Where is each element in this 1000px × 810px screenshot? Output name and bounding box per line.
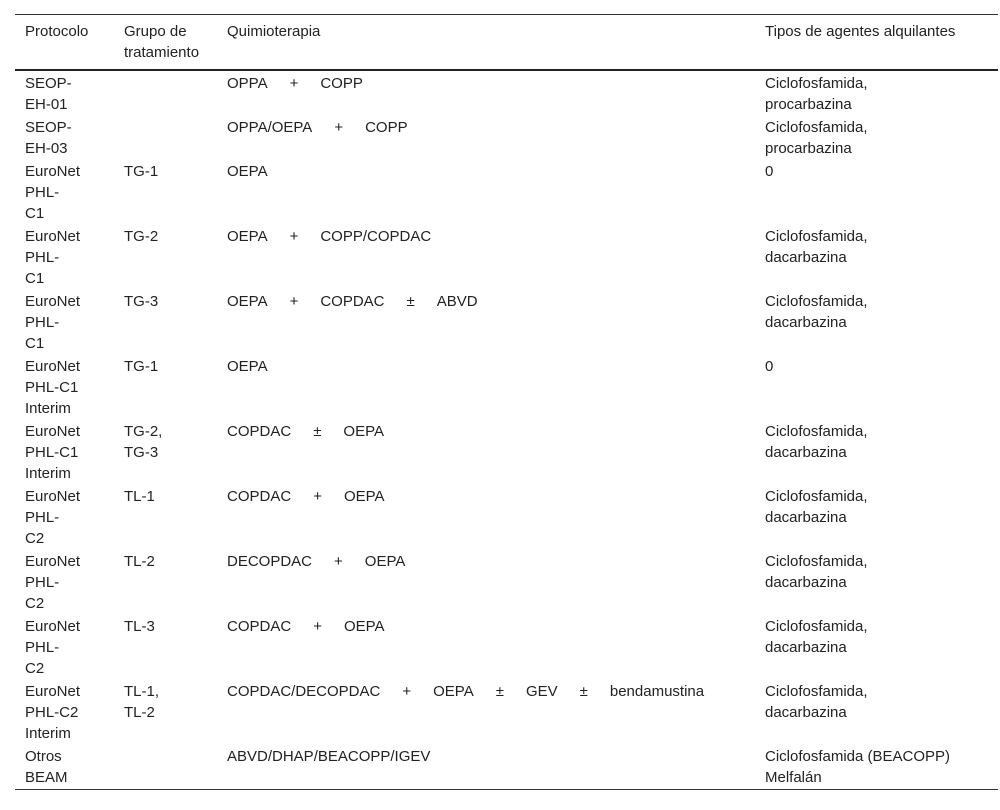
protocol-cell-line: PHL-C1 [25, 444, 79, 461]
chemo-regimen: OEPA [227, 358, 268, 375]
chemo-operator: + [289, 228, 299, 245]
table-row [15, 355, 998, 420]
group-cell [114, 160, 217, 225]
protocol-cell [15, 745, 114, 790]
table-row [15, 745, 998, 790]
protocol-cell-line: EuroNet [25, 228, 81, 245]
alkylating-agents-cell-line: Ciclofosfamida, [765, 119, 868, 136]
chemo-regimen: OEPA [343, 488, 385, 505]
protocol-cell [15, 355, 114, 420]
protocol-cell-line: SEOP- [25, 119, 72, 136]
table-row [15, 485, 998, 550]
group-cell [114, 116, 217, 160]
alkylating-agents-cell-line: Ciclofosfamida, [765, 293, 868, 310]
alkylating-agents-cell-line: Ciclofosfamida, [765, 423, 868, 440]
alkylating-agents-cell [755, 70, 998, 116]
chemotherapy-cell [217, 116, 755, 160]
protocol-cell-line: EH-03 [25, 140, 68, 157]
protocol-cell-line: EuroNet [25, 488, 81, 505]
chemo-operator: + [313, 618, 322, 635]
table-row [15, 550, 998, 615]
group-cell-line: TG-2, [124, 423, 163, 440]
header-alkylating-agents: Tipos de agentes alquilantes [765, 23, 956, 40]
alkylating-agents-cell-line: Ciclofosfamida, [765, 228, 868, 245]
protocol-cell [15, 70, 114, 116]
table-row [15, 225, 998, 290]
alkylating-agents-cell-line: dacarbazina [765, 574, 847, 591]
chemo-operator: + [289, 293, 299, 310]
chemo-operator: + [402, 683, 412, 700]
protocol-cell-line: EuroNet [25, 683, 81, 700]
chemotherapy-cell [217, 355, 755, 420]
protocol-cell-line: Interim [25, 465, 71, 482]
protocol-cell [15, 225, 114, 290]
alkylating-agents-cell-line: dacarbazina [765, 249, 847, 266]
header-protocol: Protocolo [25, 23, 89, 40]
alkylating-agents-cell [755, 116, 998, 160]
chemotherapy-cell [217, 290, 755, 355]
protocol-cell [15, 680, 114, 745]
chemo-regimen: OEPA [433, 683, 474, 700]
alkylating-agents-cell-line: Ciclofosfamida, [765, 683, 868, 700]
alkylating-agents-cell-line: Ciclofosfamida, [765, 618, 868, 635]
chemotherapy-protocols-table [15, 14, 998, 790]
chemo-regimen: ABVD [436, 293, 478, 310]
protocol-cell-line: PHL- [25, 184, 60, 201]
group-cell-line: TL-1 [124, 488, 155, 505]
protocol-cell-line: Interim [25, 400, 71, 417]
chemo-regimen: COPP [365, 119, 408, 136]
table-header [15, 15, 998, 71]
protocol-cell-line: EuroNet [25, 293, 81, 310]
table-row [15, 160, 998, 225]
group-cell [114, 550, 217, 615]
chemo-operator: + [313, 488, 322, 505]
protocol-cell-line: EuroNet [25, 358, 81, 375]
table-body [15, 70, 998, 790]
protocol-cell [15, 160, 114, 225]
chemo-regimen: OPPA/OEPA [227, 119, 313, 136]
alkylating-agents-cell-line: procarbazina [765, 140, 852, 157]
alkylating-agents-cell-line: 0 [765, 163, 774, 180]
group-cell-line: TL-1, [124, 683, 160, 700]
chemo-regimen: COPDAC [320, 293, 385, 310]
chemo-regimen: DECOPDAC [227, 553, 313, 570]
alkylating-agents-cell-line: Ciclofosfamida, [765, 488, 868, 505]
group-cell-line: TL-3 [124, 618, 155, 635]
group-cell [114, 70, 217, 116]
alkylating-agents-cell [755, 225, 998, 290]
chemo-regimen: COPDAC [227, 423, 292, 440]
chemo-regimen: OEPA [364, 553, 406, 570]
protocol-cell [15, 116, 114, 160]
protocol-cell-line: PHL- [25, 249, 60, 266]
chemotherapy-cell [217, 160, 755, 225]
protocol-cell [15, 420, 114, 485]
chemo-regimen: GEV [525, 683, 558, 700]
group-cell [114, 615, 217, 680]
alkylating-agents-cell-line: 0 [765, 358, 774, 375]
chemo-regimen: COPDAC [227, 618, 292, 635]
protocol-cell-line: PHL- [25, 509, 60, 526]
chemo-operator: ± [495, 683, 504, 700]
chemotherapy-cell [217, 680, 755, 745]
alkylating-agents-cell-line: Ciclofosfamida, [765, 75, 868, 92]
alkylating-agents-cell [755, 420, 998, 485]
chemo-regimen: COPP [320, 75, 363, 92]
header-chemotherapy: Quimioterapia [227, 23, 321, 40]
protocol-cell-line: SEOP- [25, 75, 72, 92]
protocol-cell [15, 290, 114, 355]
alkylating-agents-cell [755, 290, 998, 355]
group-cell [114, 225, 217, 290]
chemo-operator: ± [406, 293, 415, 310]
table-container [15, 14, 998, 790]
alkylating-agents-cell-line: dacarbazina [765, 704, 847, 721]
protocol-cell-line: C2 [25, 530, 45, 547]
protocol-cell-line: EuroNet [25, 618, 81, 635]
alkylating-agents-cell [755, 680, 998, 745]
chemo-regimen: OEPA [343, 423, 384, 440]
chemo-operator: + [289, 75, 299, 92]
group-cell-line: TG-3 [124, 293, 159, 310]
chemotherapy-cell [217, 225, 755, 290]
chemotherapy-cell [217, 485, 755, 550]
chemo-regimen: OEPA [227, 163, 268, 180]
chemo-regimen: COPP/COPDAC [320, 228, 432, 245]
group-cell-line: TG-1 [124, 163, 159, 180]
alkylating-agents-cell [755, 355, 998, 420]
group-cell [114, 745, 217, 790]
table-row [15, 290, 998, 355]
chemo-regimen: OEPA [227, 293, 268, 310]
group-cell [114, 680, 217, 745]
alkylating-agents-cell [755, 550, 998, 615]
group-cell-line: TL-2 [124, 553, 155, 570]
chemotherapy-cell [217, 550, 755, 615]
chemo-regimen: COPDAC/DECOPDAC [227, 683, 381, 700]
protocol-cell-line: PHL-C1 [25, 379, 79, 396]
group-cell-line: TL-2 [124, 704, 155, 721]
protocol-cell-line: EuroNet [25, 163, 81, 180]
table-row [15, 680, 998, 745]
chemotherapy-cell [217, 615, 755, 680]
chemo-regimen: COPDAC [227, 488, 292, 505]
chemo-operator: + [334, 553, 343, 570]
protocol-cell-line: C2 [25, 660, 45, 677]
alkylating-agents-cell-line: procarbazina [765, 96, 852, 113]
alkylating-agents-cell [755, 615, 998, 680]
header-row [15, 15, 998, 71]
protocol-cell-line: PHL- [25, 639, 60, 656]
group-cell [114, 485, 217, 550]
chemo-operator: + [334, 119, 344, 136]
chemotherapy-cell [217, 420, 755, 485]
protocol-cell-line: BEAM [25, 769, 68, 786]
alkylating-agents-cell [755, 745, 998, 790]
alkylating-agents-cell [755, 160, 998, 225]
alkylating-agents-cell-line: dacarbazina [765, 639, 847, 656]
alkylating-agents-cell-line: dacarbazina [765, 314, 847, 331]
alkylating-agents-cell-line: dacarbazina [765, 509, 847, 526]
alkylating-agents-cell-line: Ciclofosfamida, [765, 553, 868, 570]
protocol-cell-line: PHL-C2 [25, 704, 79, 721]
protocol-cell-line: Interim [25, 725, 71, 742]
protocol-cell [15, 550, 114, 615]
chemo-regimen: OEPA [343, 618, 385, 635]
protocol-cell-line: C2 [25, 595, 45, 612]
protocol-cell-line: EuroNet [25, 553, 81, 570]
protocol-cell [15, 485, 114, 550]
chemo-regimen: ABVD/DHAP/BEACOPP/IGEV [227, 748, 431, 765]
chemo-regimen: bendamustina [609, 683, 705, 700]
group-cell-line: TG-1 [124, 358, 159, 375]
table-row [15, 116, 998, 160]
chemotherapy-cell [217, 745, 755, 790]
alkylating-agents-cell-line: Ciclofosfamida (BEACOPP) [765, 748, 951, 765]
protocol-cell-line: C1 [25, 270, 45, 287]
group-cell-line: TG-2 [124, 228, 159, 245]
chemo-operator: ± [313, 423, 322, 440]
protocol-cell [15, 615, 114, 680]
table-row [15, 615, 998, 680]
chemotherapy-cell [217, 70, 755, 116]
header-group: Grupo de tratamiento [124, 23, 200, 61]
protocol-cell-line: EH-01 [25, 96, 68, 113]
chemo-regimen: OEPA [227, 228, 268, 245]
protocol-cell-line: PHL- [25, 574, 60, 591]
table-row [15, 420, 998, 485]
protocol-cell-line: PHL- [25, 314, 60, 331]
protocol-cell-line: Otros [25, 748, 62, 765]
protocol-cell-line: C1 [25, 205, 45, 222]
group-cell-line: TG-3 [124, 444, 159, 461]
chemo-operator: ± [579, 683, 588, 700]
alkylating-agents-cell-line: dacarbazina [765, 444, 847, 461]
group-cell [114, 290, 217, 355]
alkylating-agents-cell-line: Melfalán [765, 769, 822, 786]
chemo-regimen: OPPA [227, 75, 268, 92]
protocol-cell-line: EuroNet [25, 423, 81, 440]
alkylating-agents-cell [755, 485, 998, 550]
group-cell [114, 420, 217, 485]
table-row [15, 70, 998, 116]
protocol-cell-line: C1 [25, 335, 45, 352]
group-cell [114, 355, 217, 420]
